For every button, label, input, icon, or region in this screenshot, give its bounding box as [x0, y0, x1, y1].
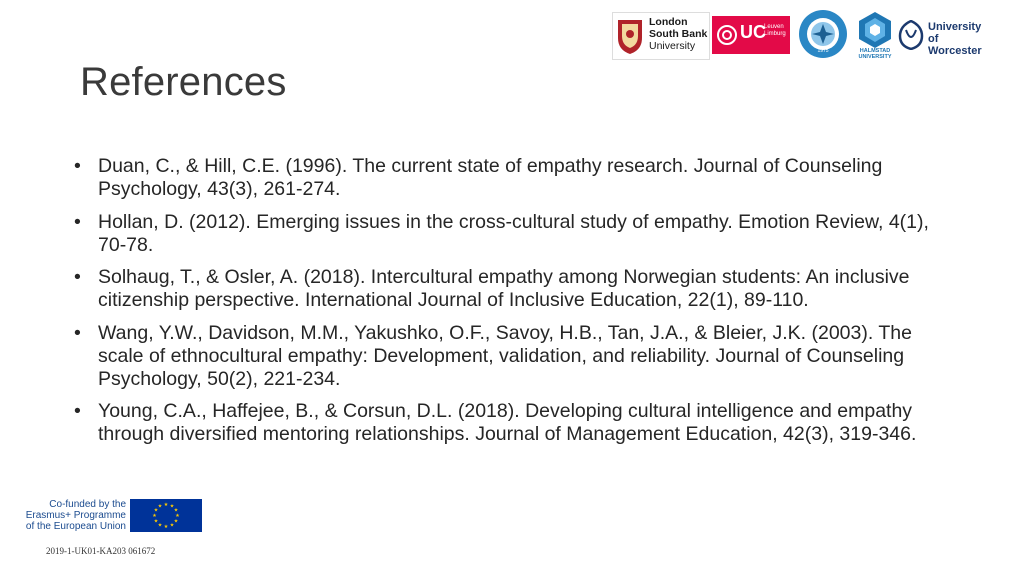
- halmstad-line2: UNIVERSITY: [858, 54, 892, 60]
- uludag-year: 1975: [817, 48, 829, 54]
- lsbu-line3: University: [649, 40, 696, 52]
- ucll-sub2: Limburg: [764, 31, 786, 37]
- halmstad-logo: [855, 10, 895, 60]
- eu-flag-icon: [130, 499, 202, 532]
- worcester-mark-icon: [898, 20, 924, 50]
- ucll-flower-icon: [716, 24, 738, 46]
- eu-line1: Co-funded by the: [49, 499, 126, 510]
- reference-item: • Duan, C., & Hill, C.E. (1996). The current state of empathy research. Journal of Counseling Psychology, 43(3), 261-274.: [74, 155, 954, 201]
- svg-text:★: ★: [169, 503, 175, 510]
- svg-text:★: ★: [153, 507, 159, 514]
- reference-item: • Wang, Y.W., Davidson, M.M., Yakushko, O.F., Savoy, H.B., Tan, J.A., & Bleier, J.K. (2003). The scale of ethnocultural empathy: Development, validation, and reliability. Journal of Counseling Psychology, 50(2), 221-234.: [74, 322, 954, 391]
- reference-list: [74, 155, 954, 456]
- slide-title: References: [80, 60, 287, 104]
- reference-item: • Hollan, D. (2012). Emerging issues in the cross-cultural study of empathy. Emotion Review, 4(1), 70-78.: [74, 211, 954, 257]
- ucll-mark: UC: [740, 22, 766, 42]
- svg-text:★: ★: [169, 522, 175, 529]
- lsbu-line2: South Bank: [649, 28, 708, 40]
- svg-text:★: ★: [163, 524, 169, 530]
- worcester-logo: [898, 16, 994, 57]
- svg-text:★: ★: [173, 507, 179, 514]
- ucll-sub1: Leuven: [764, 24, 784, 30]
- svg-text:★: ★: [157, 503, 163, 510]
- worcester-line1: University: [928, 21, 982, 33]
- svg-text:★: ★: [152, 513, 157, 519]
- halmstad-line1: HALMSTAD: [859, 48, 891, 54]
- eu-line2: Erasmus+ Programme: [25, 510, 126, 521]
- lsbu-logo: [612, 12, 710, 60]
- ucll-logo: [712, 16, 790, 54]
- reference-item: • Solhaug, T., & Osler, A. (2018). Intercultural empathy among Norwegian students: An inclusive citizenship perspective. International Journal of Inclusive Education, 22(1), 89-110.: [74, 266, 954, 312]
- svg-text:★: ★: [153, 518, 159, 525]
- halmstad-mark-icon: [855, 10, 895, 48]
- worcester-line2: of Worcester: [928, 33, 982, 57]
- project-code: 2019-1-UK01-KA203 061672: [46, 546, 156, 556]
- eu-line3: of the European Union: [25, 521, 126, 532]
- svg-text:★: ★: [175, 513, 180, 519]
- lsbu-crest-icon: [615, 16, 645, 56]
- svg-text:★: ★: [173, 518, 179, 525]
- reference-item: • Young, C.A., Haffejee, B., & Corsun, D.L. (2018). Developing cultural intelligence and empathy through diversified mentoring relationships. Journal of Management Education, 42(3), 319-346.: [74, 400, 954, 446]
- svg-text:★: ★: [163, 502, 169, 508]
- uludag-seal-logo: [798, 9, 848, 59]
- svg-text:★: ★: [157, 522, 163, 529]
- eu-funding-badge: [24, 497, 184, 537]
- lsbu-line1: London: [649, 16, 688, 28]
- eu-funding-text: [24, 499, 126, 532]
